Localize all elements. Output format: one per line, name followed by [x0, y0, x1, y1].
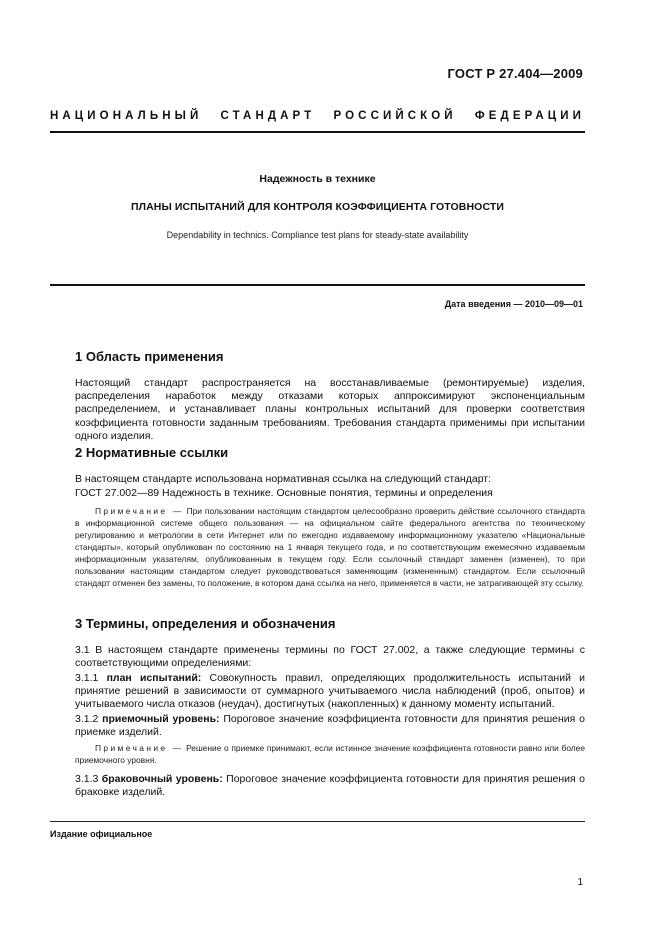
- paragraph-3-1-2: [75, 713, 585, 739]
- title-rule: [50, 284, 585, 286]
- footer-rule: [50, 821, 585, 822]
- national-standard-banner: НАЦИОНАЛЬНЫЙ СТАНДАРТ РОССИЙСКОЙ ФЕДЕРАЦИИ: [50, 110, 585, 122]
- page-number: 1: [577, 877, 583, 888]
- section-2-line-2: ГОСТ 27.002—89 Надежность в технике. Основные понятия, термины и определения: [75, 487, 493, 499]
- english-title: Dependability in technics. Compliance test plans for steady-state availability: [166, 230, 469, 240]
- intro-date: Дата введения — 2010—09—01: [444, 299, 583, 309]
- section-1-text: Настоящий стандарт распространяется на восстанавливаемые (ремонтируемые) изделия, распределения наработок между отказами которых аппроксимируют экспоненциальным распределением, и устанавливает планы контрольных испытаний для проверки соответствия коэффициента готовности заданным требованиям. Требования стандарта применимы при испытании одного изделия.: [75, 377, 585, 442]
- gost-code: ГОСТ Р 27.404—2009: [447, 66, 583, 81]
- term-rejection-level: браковочный уровень:: [101, 773, 223, 785]
- section-1-heading: 1 Область применения: [75, 349, 224, 364]
- header-rule: [50, 131, 585, 133]
- section-3-heading: 3 Термины, определения и обозначения: [75, 616, 336, 631]
- term-acceptance-level: приемочный уровень:: [102, 713, 220, 725]
- clause-number: 3.1.3: [75, 773, 102, 785]
- note-text: Решение о приемке принимают, если истинное значение коэффициента готовности равно или более приемочного уровня.: [75, 743, 585, 765]
- section-2-heading: 2 Нормативные ссылки: [75, 445, 229, 460]
- section-2-line-1: В настоящем стандарте использована нормативная ссылка на следующий стандарт:: [75, 473, 492, 485]
- clause-number: 3.1.2: [75, 713, 103, 725]
- clause-number: 3.1.1: [75, 672, 107, 684]
- paragraph-3-1-1: [75, 672, 585, 712]
- definition-text: Пороговое значение коэффициента готовности для принятия решения о браковке изделий.: [75, 773, 585, 799]
- subject-line: Надежность в технике: [259, 173, 376, 185]
- definition-text: Совокупность правил, определяющих продолжительность испытаний и принятие решений в зависимости от суммарного учитываемого числа наблюдений (проб, опытов) и учитываемого числа отказов (неудач), достигнутых (накопленных) к данному моменту испытаний.: [75, 672, 585, 711]
- official-edition: Издание официальное: [50, 829, 153, 839]
- note-text: При пользовании настоящим стандартом целесообразно проверить действие ссылочного стандарта в информационной системе общего пользования — на официальном сайте федерального агентства по техническому регулированию и метрологии в сети Интернет или по ежегодно издаваемому информационному указателю «Национальные стандарты», который опубликован по состоянию на 1 января текущего года, и по соответствующим ежемесячно издаваемым информационным указателям, опубликованным в текущем году. Если ссылочный стандарт заменен (изменен), то при пользовании настоящим стандартом следует руководствоваться заменяющим (измененным) стандартом. Если ссылочный стандарт отменен без замены, то положение, в котором дана ссылка на него, применяется в части, не затрагивающей эту ссылку.: [75, 506, 585, 588]
- term-test-plan: план испытаний:: [106, 672, 202, 684]
- definition-text: Пороговое значение коэффициента готовности для принятия решения о приемке изделий.: [75, 713, 585, 739]
- section-2-note: [75, 505, 585, 589]
- note-label: Примечание —: [95, 506, 184, 516]
- document-title: ПЛАНЫ ИСПЫТАНИЙ ДЛЯ КОНТРОЛЯ КОЭФФИЦИЕНТА ГОТОВНОСТИ: [130, 201, 505, 213]
- note-label: Примечание —: [95, 743, 184, 753]
- section-3-note: [75, 742, 585, 766]
- paragraph-3-1: 3.1 В настоящем стандарте применены термины по ГОСТ 27.002, а также следующие термины с соответствующими определениями:: [75, 644, 585, 670]
- paragraph-3-1-3: [75, 773, 585, 799]
